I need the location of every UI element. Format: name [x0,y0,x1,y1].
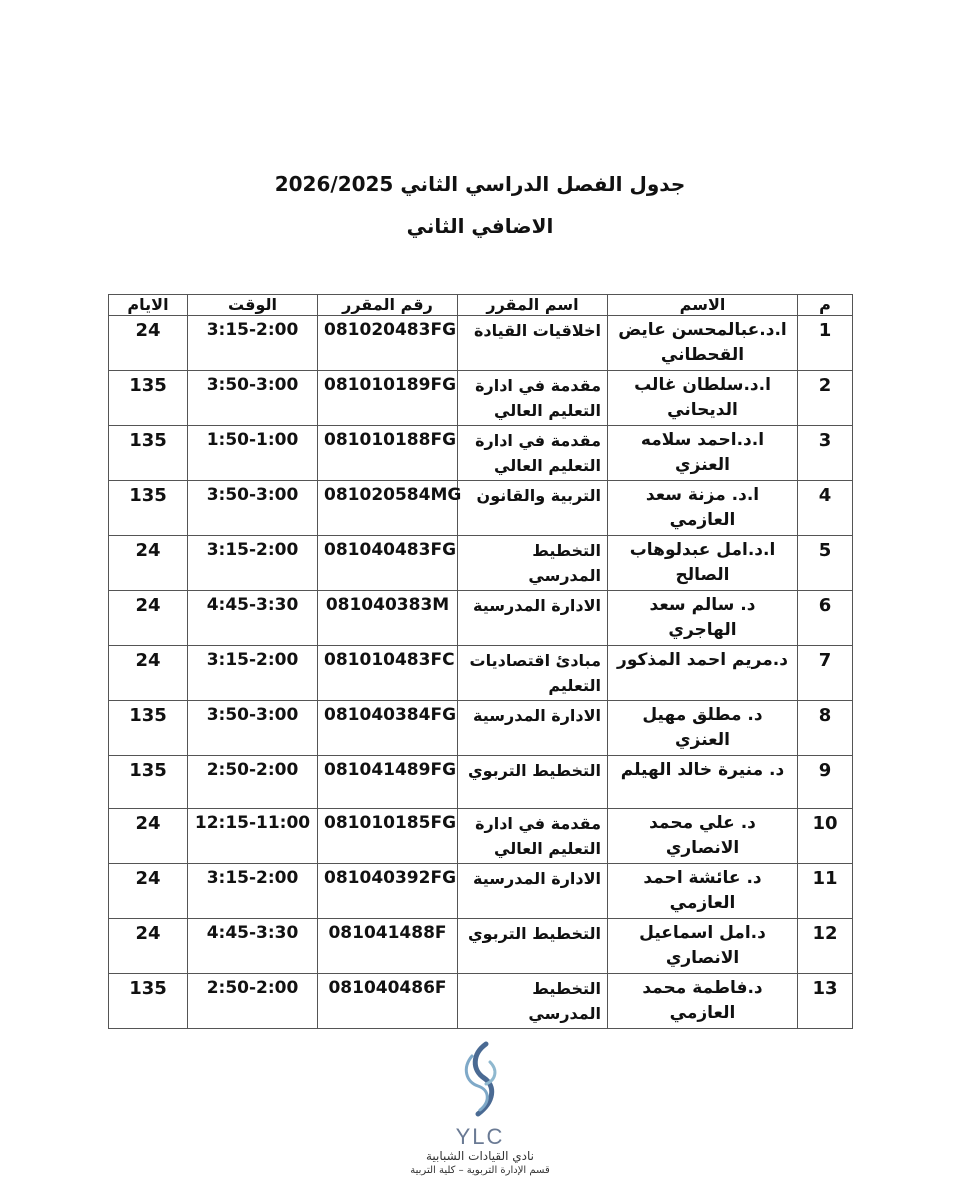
table-row [109,316,853,371]
class-days: 24 [109,591,188,646]
class-days: 135 [109,974,188,1029]
course-code: 081040483FG [318,536,458,591]
row-num: 8 [798,701,853,756]
class-days: 135 [109,756,188,809]
class-time: 3:15-2:00 [188,864,318,919]
class-time: 2:50-2:00 [188,974,318,1029]
course-code: 081010188FG [318,426,458,481]
course-code: 081010189FG [318,371,458,426]
col-header-code: رقم المقرر [318,295,458,316]
table-row [109,536,853,591]
class-days: 24 [109,809,188,864]
class-days: 135 [109,701,188,756]
instructor-name: ا.د. مزنة سعد العازمي [608,481,798,536]
schedule-table [108,294,853,1029]
col-header-days: الايام [109,295,188,316]
instructor-name: د. منيرة خالد الهيلم [608,756,798,809]
instructor-name: د. سالم سعد الهاجري [608,591,798,646]
class-time: 3:15-2:00 [188,316,318,371]
class-days: 24 [109,919,188,974]
table-row [109,371,853,426]
table-header-row [109,295,853,316]
row-num: 10 [798,809,853,864]
row-num: 7 [798,646,853,701]
instructor-name: ا.د.عبالمحسن عايض القحطاني [608,316,798,371]
instructor-name: د.امل اسماعيل الانصاري [608,919,798,974]
course-name: التربية والقانون [458,481,608,536]
course-code: 081040392FG [318,864,458,919]
course-code: 081010483FC [318,646,458,701]
col-header-time: الوقت [188,295,318,316]
class-time: 2:50-2:00 [188,756,318,809]
course-code: 081040384FG [318,701,458,756]
logo-text: YLC [455,1124,505,1149]
course-name: التخطيط التربوي [458,756,608,809]
course-code: 081040486F [318,974,458,1029]
table-row [109,481,853,536]
table-row [109,701,853,756]
instructor-name: د. علي محمد الانصاري [608,809,798,864]
instructor-name: د.مريم احمد المذكور [608,646,798,701]
row-num: 13 [798,974,853,1029]
class-time: 3:50-3:00 [188,701,318,756]
course-name: الادارة المدرسية [458,864,608,919]
col-header-num: م [798,295,853,316]
table-row [109,591,853,646]
class-days: 24 [109,864,188,919]
instructor-name: د. عائشة احمد العازمي [608,864,798,919]
row-num: 9 [798,756,853,809]
row-num: 11 [798,864,853,919]
course-name: اخلاقيات القيادة [458,316,608,371]
table-row [109,646,853,701]
class-days: 135 [109,426,188,481]
class-days: 24 [109,316,188,371]
table-row [109,426,853,481]
instructor-name: ا.د.احمد سلامه العنزي [608,426,798,481]
row-num: 3 [798,426,853,481]
class-time: 3:50-3:00 [188,481,318,536]
course-name: مقدمة في ادارة التعليم العالي [458,426,608,481]
instructor-name: ا.د.سلطان غالب الديحاني [608,371,798,426]
table-row [109,919,853,974]
class-time: 12:15-11:00 [188,809,318,864]
row-num: 5 [798,536,853,591]
course-name: التخطيط المدرسي [458,536,608,591]
course-name: مقدمة في ادارة التعليم العالي [458,371,608,426]
course-code: 081010185FG [318,809,458,864]
table-row [109,974,853,1029]
course-name: مقدمة في ادارة التعليم العالي [458,809,608,864]
class-days: 135 [109,371,188,426]
course-code: 081040383M [318,591,458,646]
class-time: 1:50-1:00 [188,426,318,481]
col-header-course: اسم المقرر [458,295,608,316]
class-time: 4:45-3:30 [188,919,318,974]
course-name: مبادئ اقتصاديات التعليم [458,646,608,701]
instructor-name: ا.د.امل عبدلوهاب الصالح [608,536,798,591]
page-subtitle: الاضافي الثاني [406,214,554,238]
club-name: نادي القيادات الشبابية [425,1149,535,1163]
course-name: الادارة المدرسية [458,591,608,646]
class-days: 24 [109,536,188,591]
row-num: 12 [798,919,853,974]
course-name: التخطيط المدرسي [458,974,608,1029]
row-num: 6 [798,591,853,646]
instructor-name: د.فاطمة محمد العازمي [608,974,798,1029]
ylc-logo-icon [450,1040,510,1124]
course-code: 081020584MG [318,481,458,536]
table-row [109,809,853,864]
course-name: الادارة المدرسية [458,701,608,756]
course-name: التخطيط التربوي [458,919,608,974]
row-num: 4 [798,481,853,536]
table-row [109,864,853,919]
instructor-name: د. مطلق مهيل العنزي [608,701,798,756]
course-code: 081041489FG [318,756,458,809]
class-time: 3:50-3:00 [188,371,318,426]
class-days: 24 [109,646,188,701]
class-days: 135 [109,481,188,536]
col-header-name: الاسم [608,295,798,316]
row-num: 1 [798,316,853,371]
class-time: 4:45-3:30 [188,591,318,646]
table-row [109,756,853,809]
class-time: 3:15-2:00 [188,536,318,591]
course-code: 081020483FG [318,316,458,371]
class-time: 3:15-2:00 [188,646,318,701]
ylc-logo [380,1040,580,1200]
course-code: 081041488F [318,919,458,974]
department-name: قسم الإدارة التربوية – كلية التربية [410,1165,550,1176]
page-title: جدول الفصل الدراسي الثاني 2026/2025 [274,172,686,196]
row-num: 2 [798,371,853,426]
